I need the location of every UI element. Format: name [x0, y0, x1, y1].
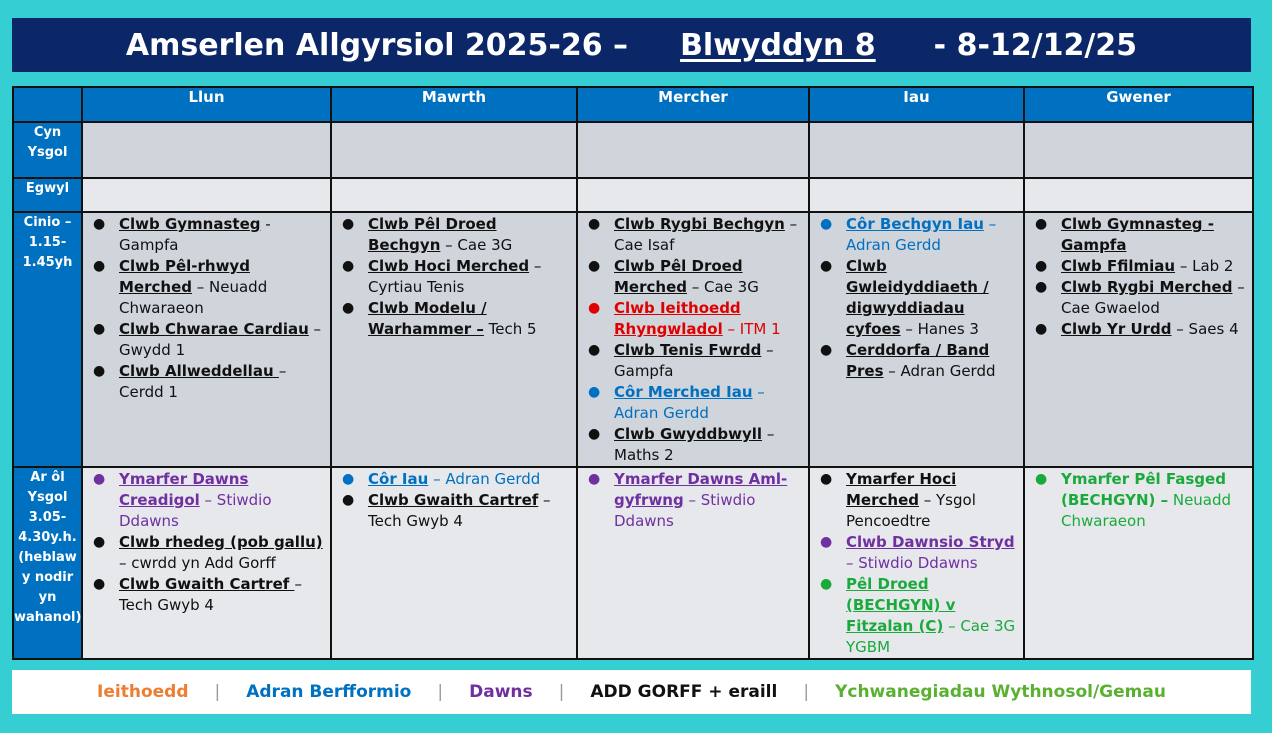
row-header-cinio: Cinio – 1.15-1.45yh [13, 212, 82, 467]
activity-title: Ymarfer Dawns Aml-gyfrwng [614, 470, 788, 509]
bullet-icon: ● [342, 471, 355, 487]
activity-text [368, 469, 570, 490]
bullet-icon: ● [820, 342, 833, 358]
activity-text [846, 340, 1017, 382]
activity-location: – Ysgol Pencoedtre [846, 491, 976, 530]
day-header-gwener: Gwener [1024, 87, 1253, 122]
activity-location: Tech 5 [483, 320, 537, 338]
activity-location: Neuadd Chwaraeon [1061, 491, 1232, 530]
activity-title: Clwb Pêl Droed Bechgyn [368, 215, 497, 254]
activity-title: Ymarfer Pêl Fasged (BECHGYN) – [1061, 470, 1226, 509]
activity-item [338, 490, 570, 532]
cell-cyn-llun [82, 122, 331, 178]
cell-cyn-mawrth [331, 122, 577, 178]
bullet-icon: ● [820, 258, 833, 274]
year-group-label: Blwyddyn 8 [680, 27, 876, 63]
legend-item: Dawns [469, 682, 533, 702]
activity-text [614, 382, 802, 424]
activity-text [614, 298, 802, 340]
row-header-egwyl: Egwyl [13, 178, 82, 212]
cell-cinio-llun [82, 212, 331, 467]
bullet-icon: ● [93, 576, 106, 592]
activity-location: – Tech Gwyb 4 [119, 575, 302, 614]
bullet-icon: ● [93, 363, 106, 379]
bullet-icon: ● [1035, 216, 1048, 232]
activity-item [816, 532, 1017, 574]
activity-item [89, 361, 324, 403]
activity-location: – Neuadd Chwaraeon [119, 278, 268, 317]
activity-location: – Stiwdio Ddawns [846, 554, 978, 572]
legend-item: Ieithoedd [97, 682, 189, 702]
activity-text [119, 361, 324, 403]
activity-title: Clwb Tenis Fwrdd [614, 341, 762, 359]
activity-location: – Gwydd 1 [119, 320, 322, 359]
bullet-icon: ● [588, 342, 601, 358]
activity-location: – Adran Gerdd [883, 362, 996, 380]
activity-list [83, 468, 330, 616]
cell-egwyl-mercher [577, 178, 809, 212]
activity-title: Clwb Dawnsio Stryd [846, 533, 1015, 551]
activity-text [614, 256, 802, 298]
bullet-icon: ● [820, 534, 833, 550]
cell-arol-mercher [577, 467, 809, 659]
activity-title: Clwb Ieithoedd Rhyngwladol [614, 299, 741, 338]
activity-location: – Stiwdio Ddawns [119, 491, 272, 530]
activity-text [1061, 319, 1246, 340]
bullet-icon: ● [342, 492, 355, 508]
activity-title: Clwb Chwarae Cardiau [119, 320, 309, 338]
activity-item [584, 340, 802, 382]
bullet-icon: ● [1035, 471, 1048, 487]
activity-text [368, 490, 570, 532]
activity-title: Clwb Gymnasteg - Gampfa [1061, 215, 1214, 254]
activity-list [1025, 213, 1252, 340]
bullet-icon: ● [1035, 279, 1048, 295]
cell-arol-llun [82, 467, 331, 659]
activity-text [846, 214, 1017, 256]
activity-text [1061, 469, 1246, 532]
activity-title: Clwb Allweddellau [119, 362, 279, 380]
cell-egwyl-mawrth [331, 178, 577, 212]
activity-item [1031, 256, 1246, 277]
activity-title: Clwb Gwyddbwyll [614, 425, 763, 443]
cell-egwyl-llun [82, 178, 331, 212]
activity-text [119, 256, 324, 319]
day-header-llun: Llun [82, 87, 331, 122]
bullet-icon: ● [588, 384, 601, 400]
activity-list [332, 468, 576, 532]
page-title: Amserlen Allgyrsiol 2025-26 – [125, 27, 629, 63]
activity-list [810, 213, 1023, 382]
cell-arol-iau [809, 467, 1024, 659]
activity-item [89, 532, 324, 574]
timetable-grid [12, 86, 1252, 656]
activity-text [119, 469, 324, 532]
activity-location: - Gampfa [119, 215, 271, 254]
bullet-icon: ● [93, 534, 106, 550]
activity-title: Clwb rhedeg (pob gallu) [119, 533, 323, 551]
activity-list [578, 213, 808, 466]
legend-separator: | [437, 682, 444, 702]
activity-item [584, 469, 802, 532]
day-header-iau: Iau [809, 87, 1024, 122]
bullet-icon: ● [93, 321, 106, 337]
cell-cinio-iau [809, 212, 1024, 467]
activity-title: Clwb Gwaith Cartref [368, 491, 539, 509]
activity-title: Clwb Hoci Merched [368, 257, 530, 275]
activity-item [584, 256, 802, 298]
cell-cyn-mercher [577, 122, 809, 178]
activity-text [368, 298, 570, 340]
bullet-icon: ● [820, 471, 833, 487]
cell-cinio-mercher [577, 212, 809, 467]
activity-location: – Tech Gwyb 4 [368, 491, 551, 530]
bullet-icon: ● [93, 471, 106, 487]
activity-location: – Cae 3G [686, 278, 759, 296]
activity-list [810, 468, 1023, 658]
legend-separator: | [558, 682, 565, 702]
activity-title: Cerddorfa / Band Pres [846, 341, 990, 380]
activity-location: – Adran Gerdd [614, 383, 765, 422]
bullet-icon: ● [342, 216, 355, 232]
activity-text [119, 214, 324, 256]
activity-title: Clwb Gymnasteg [119, 215, 261, 233]
cell-egwyl-gwener [1024, 178, 1253, 212]
activity-location: – Lab 2 [1175, 257, 1234, 275]
activity-location: – ITM 1 [722, 320, 781, 338]
activity-location: – Cerdd 1 [119, 362, 287, 401]
legend-item: ADD GORFF + eraill [590, 682, 778, 702]
activity-location: – Maths 2 [614, 425, 775, 464]
activity-item [338, 469, 570, 490]
activity-text [846, 574, 1017, 658]
activity-text [119, 319, 324, 361]
activity-title: Ymarfer Dawns Creadigol [119, 470, 249, 509]
activity-item [1031, 277, 1246, 319]
activity-list [332, 213, 576, 340]
cell-cyn-iau [809, 122, 1024, 178]
activity-item [89, 574, 324, 616]
activity-location: – Cae Isaf [614, 215, 798, 254]
activity-item [584, 382, 802, 424]
activity-item [1031, 319, 1246, 340]
activity-text [614, 340, 802, 382]
activity-item [89, 214, 324, 256]
activity-location: – Cae Gwaelod [1061, 278, 1245, 317]
bullet-icon: ● [820, 216, 833, 232]
activity-location: – Cae 3G [440, 236, 513, 254]
activity-text [614, 214, 802, 256]
activity-item [816, 340, 1017, 382]
date-range: - 8-12/12/25 [933, 27, 1138, 63]
activity-text [1061, 214, 1246, 256]
activity-item [816, 256, 1017, 340]
cell-cinio-mawrth [331, 212, 577, 467]
activity-location: – Adran Gerdd [428, 470, 541, 488]
bullet-icon: ● [342, 300, 355, 316]
bullet-icon: ● [93, 216, 106, 232]
activity-text [368, 256, 570, 298]
bullet-icon: ● [588, 426, 601, 442]
activity-location: – Stiwdio Ddawns [614, 491, 756, 530]
activity-item [816, 469, 1017, 532]
activity-title: Clwb Rygbi Merched [1061, 278, 1233, 296]
row-header-cyn-ysgol: Cyn Ysgol [13, 122, 82, 178]
activity-title: Ymarfer Hoci Merched [846, 470, 957, 509]
activity-text [614, 469, 802, 532]
activity-item [1031, 469, 1246, 532]
activity-text [1061, 256, 1246, 277]
legend-item: Ychwanegiadau Wythnosol/Gemau [835, 682, 1166, 702]
activity-location: – Cyrtiau Tenis [368, 257, 542, 296]
day-header-mercher: Mercher [577, 87, 809, 122]
timetable-title-bar [12, 18, 1251, 72]
activity-title: Côr Iau [368, 470, 429, 488]
activity-text [119, 532, 324, 574]
legend-separator: | [803, 682, 810, 702]
activity-text [119, 574, 324, 616]
activity-title: Clwb Gwaith Cartref [119, 575, 295, 593]
activity-location: – Adran Gerdd [846, 215, 997, 254]
activity-title: Côr Bechgyn Iau [846, 215, 984, 233]
header-corner [13, 87, 82, 122]
activity-text [846, 469, 1017, 532]
activity-item [584, 298, 802, 340]
legend-item: Adran Berfformio [246, 682, 412, 702]
activity-location: – Saes 4 [1171, 320, 1239, 338]
bullet-icon: ● [820, 576, 833, 592]
colour-legend [12, 670, 1251, 714]
activity-title: Clwb Yr Urdd [1061, 320, 1172, 338]
cell-cyn-gwener [1024, 122, 1253, 178]
bullet-icon: ● [1035, 258, 1048, 274]
day-header-mawrth: Mawrth [331, 87, 577, 122]
activity-title: Pêl Droed (BECHGYN) v Fitzalan (C) [846, 575, 956, 635]
activity-item [338, 298, 570, 340]
activity-location: – Hanes 3 [900, 320, 979, 338]
activity-item [338, 214, 570, 256]
activity-location: – cwrdd yn Add Gorff [119, 554, 276, 572]
activity-list [578, 468, 808, 532]
bullet-icon: ● [588, 258, 601, 274]
activity-item [816, 214, 1017, 256]
activity-title: Clwb Modelu / Warhammer – [368, 299, 487, 338]
activity-title: Clwb Pêl Droed Merched [614, 257, 743, 296]
cell-cinio-gwener [1024, 212, 1253, 467]
activity-text [614, 424, 802, 466]
activity-title: Côr Merched Iau [614, 383, 753, 401]
activity-list [1025, 468, 1252, 532]
activity-item [89, 469, 324, 532]
bullet-icon: ● [93, 258, 106, 274]
activity-item [816, 574, 1017, 658]
activity-title: Clwb Ffilmiau [1061, 257, 1176, 275]
activity-item [584, 214, 802, 256]
cell-egwyl-iau [809, 178, 1024, 212]
bullet-icon: ● [1035, 321, 1048, 337]
activity-title: Clwb Pêl-rhwyd Merched [119, 257, 250, 296]
activity-list [83, 213, 330, 403]
activity-text [846, 256, 1017, 340]
legend-separator: | [214, 682, 221, 702]
activity-item [89, 256, 324, 319]
cell-arol-mawrth [331, 467, 577, 659]
cell-arol-gwener [1024, 467, 1253, 659]
activity-item [584, 424, 802, 466]
bullet-icon: ● [588, 216, 601, 232]
row-header-ar-ol-ysgol: Ar ôl Ysgol 3.05-4.30y.h. (heblaw y nodir yn wahanol) [13, 467, 82, 659]
activity-text [846, 532, 1017, 574]
activity-text [1061, 277, 1246, 319]
activity-item [338, 256, 570, 298]
bullet-icon: ● [342, 258, 355, 274]
bullet-icon: ● [588, 300, 601, 316]
activity-location: – Gampfa [614, 341, 774, 380]
activity-title: Clwb Rygbi Bechgyn [614, 215, 785, 233]
activity-item [89, 319, 324, 361]
activity-text [368, 214, 570, 256]
bullet-icon: ● [588, 471, 601, 487]
activity-item [1031, 214, 1246, 256]
activity-location: – Cae 3G YGBM [846, 617, 1016, 656]
activity-title: Clwb Gwleidyddiaeth / digwyddiadau cyfoes [846, 257, 989, 338]
